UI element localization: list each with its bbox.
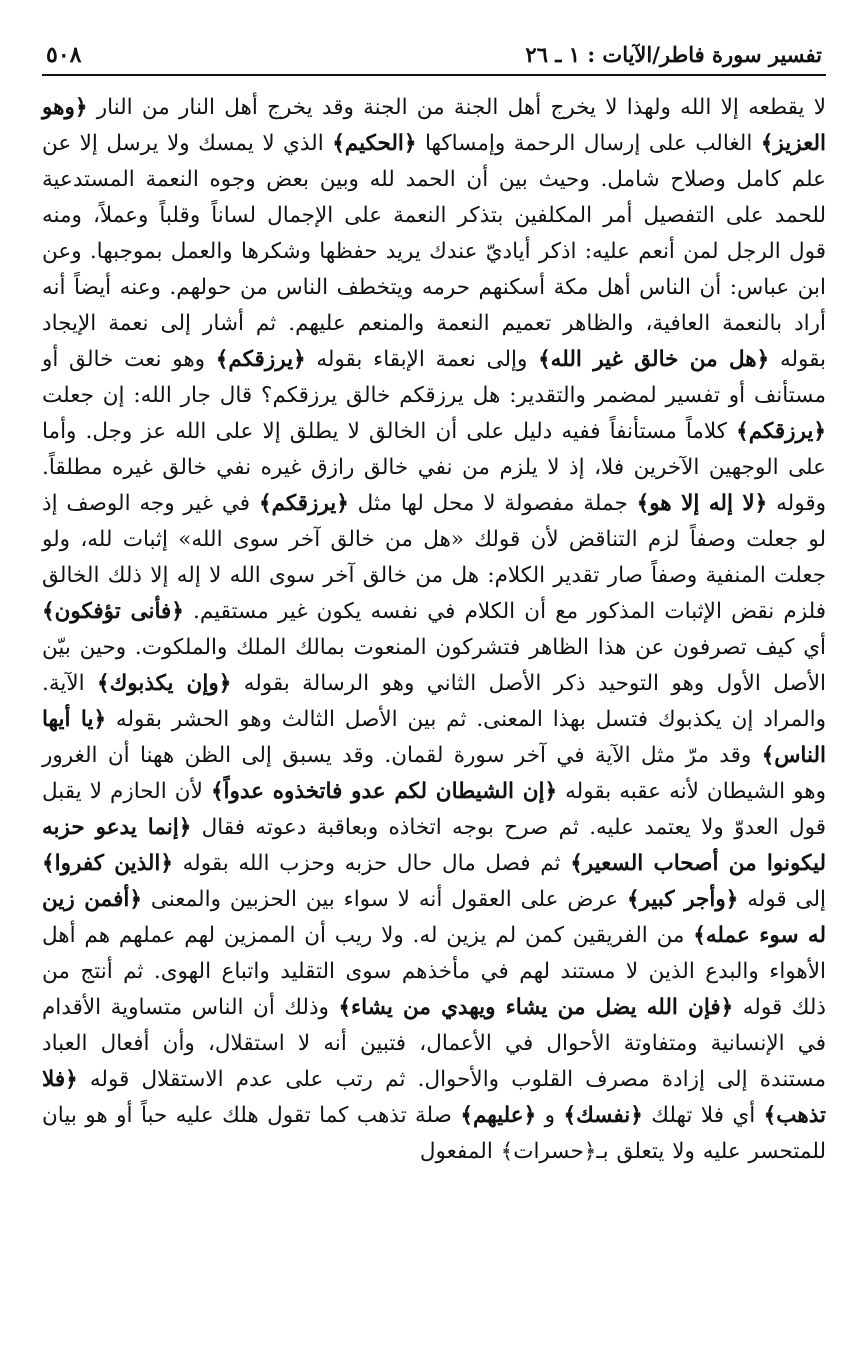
text-run: إلى قوله [738, 887, 826, 912]
text-run: صلة تذهب كما تقول هلك عليه حباً أو هو بيان للمتحسر عليه ولا يتعلق بـ﴿حسرات﴾ المفعول [42, 1103, 826, 1164]
quran-quote: ﴿لا إله إلا هو﴾ [636, 491, 768, 516]
text-run: لأن الحازم لا يقبل قول العدوّ ولا يعتمد عليه. ثم صرح بوجه اتخاذه وبعاقبة دعوته فقال [42, 779, 827, 840]
quran-quote: ﴿هل من خالق غير الله﴾ [538, 347, 770, 372]
quran-quote: ﴿إن الشيطان لكم عدو فاتخذوه عدواً﴾ [210, 779, 558, 804]
text-run: ثم فصل مال حال حزبه وحزب الله بقوله [173, 851, 571, 876]
quran-quote: ﴿يرزقكم﴾ [215, 347, 306, 372]
body-text [42, 90, 826, 1170]
quran-quote: ﴿فلا تذهب﴾ [42, 1067, 826, 1128]
quran-quote: ﴿عليهم﴾ [460, 1103, 537, 1128]
text-run: الذي لا يمسك ولا يرسل إلا عن علم كامل وصلاح شامل. وحيث بين أن الحمد لله وبين بعض وجوه النعمة المستدعية للحمد على التفصيل أمر المكلفين بتذكر النعمة على الإجمال لساناً وقلباً وعملاً، ومنه قول الرجل لمن أنعم عليه: اذكر أياديّ عندك يريد حفظها وشكرها والعمل بموجبها. وعن ابن عباس: أن الناس أهل مكة أسكنهم حرمه ويتخطف الناس من حولهم. وعنه أيضاً أنه أراد بالنعمة العافية، والظاهر تعميم النعمة والمنعم عليهم. ثم أشار إلى نعمة الإيجاد بقوله [42, 131, 826, 372]
running-title: تفسير سورة فاطر/الآيات : ١ ـ ٢٦ [525, 42, 822, 67]
quran-quote: ﴿يرزقكم﴾ [736, 419, 826, 444]
page-number: ٥٠٨ [46, 42, 82, 68]
quran-quote: ﴿نفسك﴾ [563, 1103, 643, 1128]
quran-quote: ﴿أفمن زين له سوء عمله﴾ [42, 887, 826, 948]
text-run: وإلى نعمة الإبقاء بقوله [305, 347, 539, 372]
text-run: وقد مرّ مثل الآية في آخر سورة لقمان. وقد يسبق إلى الظن ههنا أن الغرور وهو الشيطان لأنه عقبه بقوله [42, 743, 827, 804]
text-run: الغالب على إرسال الرحمة وإمساكها [416, 131, 761, 156]
quran-quote: ﴿إنما يدعو حزبه ليكونوا من أصحاب السعير﴾ [42, 815, 826, 876]
quran-quote: ﴿الذين كفروا﴾ [42, 851, 173, 876]
text-run: كلاماً مستأنفاً ففيه دليل على أن الخالق لا يطلق إلا على الله عز وجل. وأما على الوجهين الآخرين فلا، إذ لا يلزم من نفي خالق رازق غيره نفي خالق غيره مطلقاً. وقوله [42, 419, 826, 516]
quran-quote: ﴿فإن الله يضل من يشاء ويهدي من يشاء﴾ [338, 995, 734, 1020]
quran-quote: ﴿فأنى تؤفكون﴾ [42, 599, 184, 624]
page-header [42, 40, 826, 76]
quran-quote: ﴿وهو العزيز﴾ [42, 95, 827, 156]
text-run: وذلك أن الناس متساوية الأقدام في الإنسانية ومتفاوتة الأحوال في الأعمال، فتبين أنه لا استقلال، وأن أفعال العباد مستندة إلى إزادة مصرف القلوب والأحوال. ثم رتب على عدم الاستقلال قوله [42, 995, 826, 1092]
quran-quote: ﴿وأجر كبير﴾ [626, 887, 739, 912]
quran-quote: ﴿الحكيم﴾ [332, 131, 417, 156]
quran-quote: ﴿وإن يكذبوك﴾ [96, 671, 232, 696]
text-run: أي كيف تصرفون عن هذا الظاهر فتشركون المنعوت بمالك الملك والملكوت. وحين بيّن الأصل الأول وهو التوحيد ذكر الأصل الثاني وهو الرسالة بقوله [42, 635, 826, 696]
text-run: عرض على العقول أنه لا سواء بين الحزبين والمعنى [141, 887, 627, 912]
text-run: أي فلا تهلك [642, 1103, 764, 1128]
text-run: وهو نعت خالق أو مستأنف أو تفسير لمضمر والتقدير: هل يرزقكم خالق يرزقكم؟ قال جار الله: إن جعلت [42, 347, 826, 408]
text-run: جملة مفصولة لا محل لها مثل [348, 491, 637, 516]
text-run: الآية. والمراد إن يكذبوك فتسل بهذا المعنى. ثم بين الأصل الثالث وهو الحشر بقوله [42, 671, 826, 732]
text-run: في غير وجه الوصف إذ لو جعلت وصفاً لزم التناقض لأن قولك «هل من خالق آخر سوى الله» إثبات لله، ولو جعلت المنفية وصفاً صار تقدير الكلام: هل من خالق آخر سوى الله لا إله إلا ذلك الخالق فلزم نقض الإثبات المذكور مع أن الكلام في نفسه يكون غير مستقيم. [42, 491, 826, 624]
text-run: و [536, 1103, 564, 1128]
quran-quote: ﴿يا أيها الناس﴾ [42, 707, 826, 768]
text-run: من الفريقين كمن لم يزين له. ولا ريب أن الممزين لهم عملهم هم أهل الأهواء والبدع الذين لا مستند لهم في مأخذهم سوى التقليد واتباع الهوى. ثم أنتج من ذلك قوله [42, 923, 826, 1020]
text-run: لا يقطعه إلا الله ولهذا لا يخرج أهل الجنة من الجنة وقد يخرج أهل النار من النار [87, 95, 826, 120]
quran-quote: ﴿يرزقكم﴾ [258, 491, 349, 516]
